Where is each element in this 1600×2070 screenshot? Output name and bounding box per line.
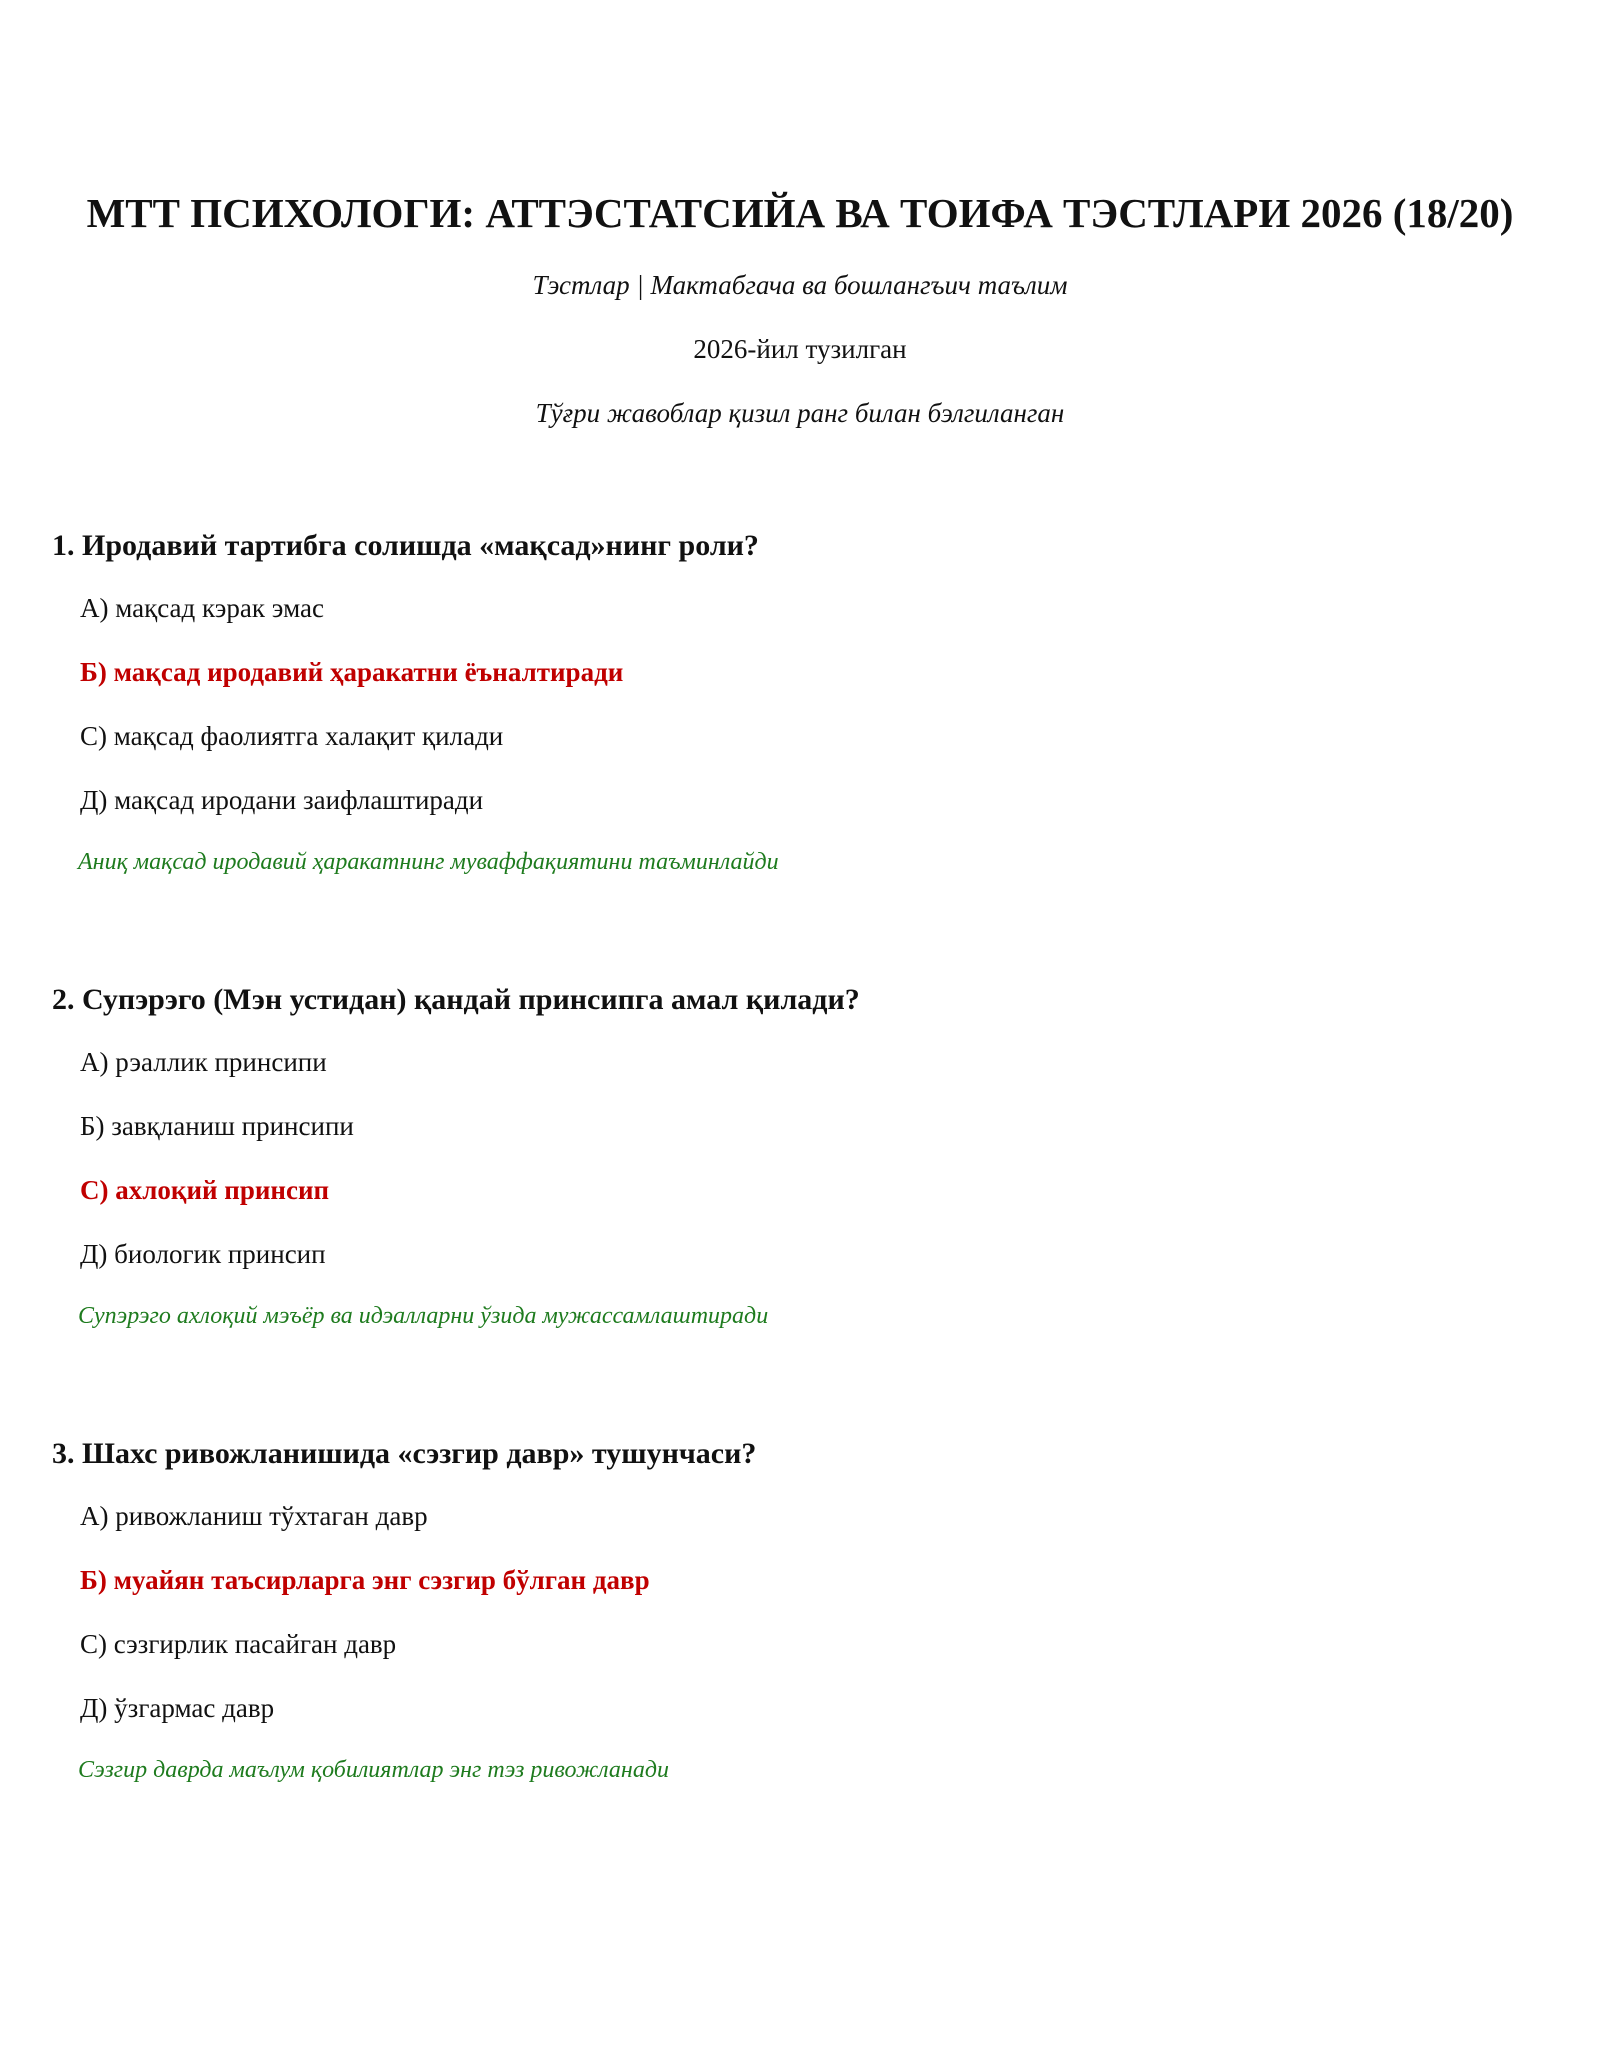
- document-subtitle: Тэстлар | Мактабгача ва бошлангъич таълим: [532, 270, 1068, 300]
- answer-option-d: Д) мақсад иродани заифлаштиради: [80, 785, 484, 815]
- answer-option-b-correct: Б) муайян таъсирларга энг сэзгир бўлган давр: [80, 1565, 650, 1595]
- question-text: 2. Супэрэго (Мэн устидан) қандай принсипга амал қилади?: [52, 983, 860, 1016]
- answer-option-c: С) мақсад фаолиятга халақит қилади: [80, 721, 504, 751]
- answer-option-a: А) рэаллик принсипи: [80, 1047, 327, 1077]
- answer-option-a: А) ривожланиш тўхтаган давр: [80, 1501, 428, 1531]
- answer-explanation: Супэрэго ахлоқий мэъёр ва идэалларни ўзида мужассамлаштиради: [78, 1303, 769, 1329]
- answer-option-b-correct: Б) мақсад иродавий ҳаракатни ёъналтиради: [80, 657, 624, 687]
- answer-explanation: Сэзгир даврда маълум қобилиятлар энг тэз ривожланади: [78, 1757, 669, 1783]
- document-compiled-date: 2026-йил тузилган: [693, 334, 907, 364]
- answer-option-c: С) сэзгирлик пасайган давр: [80, 1629, 397, 1659]
- question-block-3: [52, 1434, 1552, 1786]
- answer-explanation: Аниқ мақсад иродавий ҳаракатнинг муваффақиятини таъминлайди: [78, 849, 779, 875]
- answer-option-d: Д) ўзгармас давр: [80, 1693, 275, 1723]
- document-title: МТТ ПСИХОЛОГИ: АТТЭСТАТСИЙА ВА ТОИФА ТЭСТЛАРИ 2026 (18/20): [86, 190, 1514, 236]
- question-block-1: [52, 526, 1552, 878]
- question-text: 3. Шахс ривожланишида «сэзгир давр» тушунчаси?: [52, 1437, 757, 1470]
- question-block-2: [52, 980, 1552, 1332]
- question-text: 1. Иродавий тартибга солишда «мақсад»нинг роли?: [52, 529, 759, 562]
- answer-option-c-correct: С) ахлоқий принсип: [80, 1175, 330, 1205]
- answer-option-d: Д) биологик принсип: [80, 1239, 326, 1269]
- answer-option-b: Б) завқланиш принсипи: [80, 1111, 354, 1141]
- answer-option-a: А) мақсад кэрак эмас: [80, 593, 324, 623]
- document-note: Тўғри жавоблар қизил ранг билан бэлгиланган: [535, 398, 1065, 428]
